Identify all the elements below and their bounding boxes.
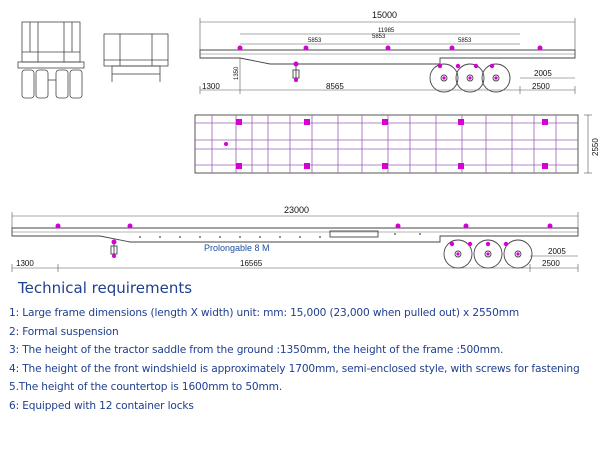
dim-rear-overhang: 2005 [534, 69, 552, 78]
dim-overall-23000: 23000 [284, 205, 310, 215]
requirement-item: 3: The height of the tractor saddle from the ground :1350mm, the height of the frame :500mm. [9, 344, 504, 357]
dim-seg-left: 5853 [308, 38, 322, 44]
side-view-extended [12, 205, 578, 272]
technical-requirements [8, 279, 598, 419]
dim-overall-15000: 15000 [372, 10, 398, 20]
requirement-item: 5.The height of the countertop is 1600mm to 50mm. [9, 381, 283, 394]
dim-ext-rear-overhang: 2005 [548, 247, 566, 256]
side-view-retracted [200, 10, 575, 94]
dim-seg-right: 5853 [458, 38, 472, 44]
requirements-title: Technical requirements [18, 279, 193, 297]
dim-ext-rear-length: 2500 [542, 259, 560, 268]
extension-caption: Prolongable 8 M [204, 243, 270, 253]
dim-ext-wheelbase: 16565 [240, 259, 263, 268]
requirement-item: 2: Formal suspension [9, 325, 119, 338]
rear-end-view [104, 34, 168, 82]
dim-rear-length: 2500 [532, 82, 550, 91]
requirement-item: 6: Equipped with 12 container locks [9, 399, 194, 412]
dim-wheelbase: 8565 [326, 82, 344, 91]
requirement-item: 1: Large frame dimensions (length X width) unit: mm: 15,000 (23,000 when pulled out) x 2550mm [9, 307, 520, 319]
dim-ext-front-overhang: 1300 [16, 259, 34, 268]
dim-seg-mid: 5853 [372, 34, 386, 40]
dim-kingpin-height: 1350 [234, 66, 240, 80]
dim-front-overhang: 1300 [202, 82, 220, 91]
dim-width-2550: 2550 [591, 138, 600, 156]
front-end-view [18, 22, 84, 98]
requirement-item: 4: The height of the front windshield is approximately 1700mm, semi-enclosed style, with screws for fastening [9, 362, 580, 375]
plan-view [195, 115, 600, 173]
dim-inner-11985: 11985 [378, 28, 395, 34]
